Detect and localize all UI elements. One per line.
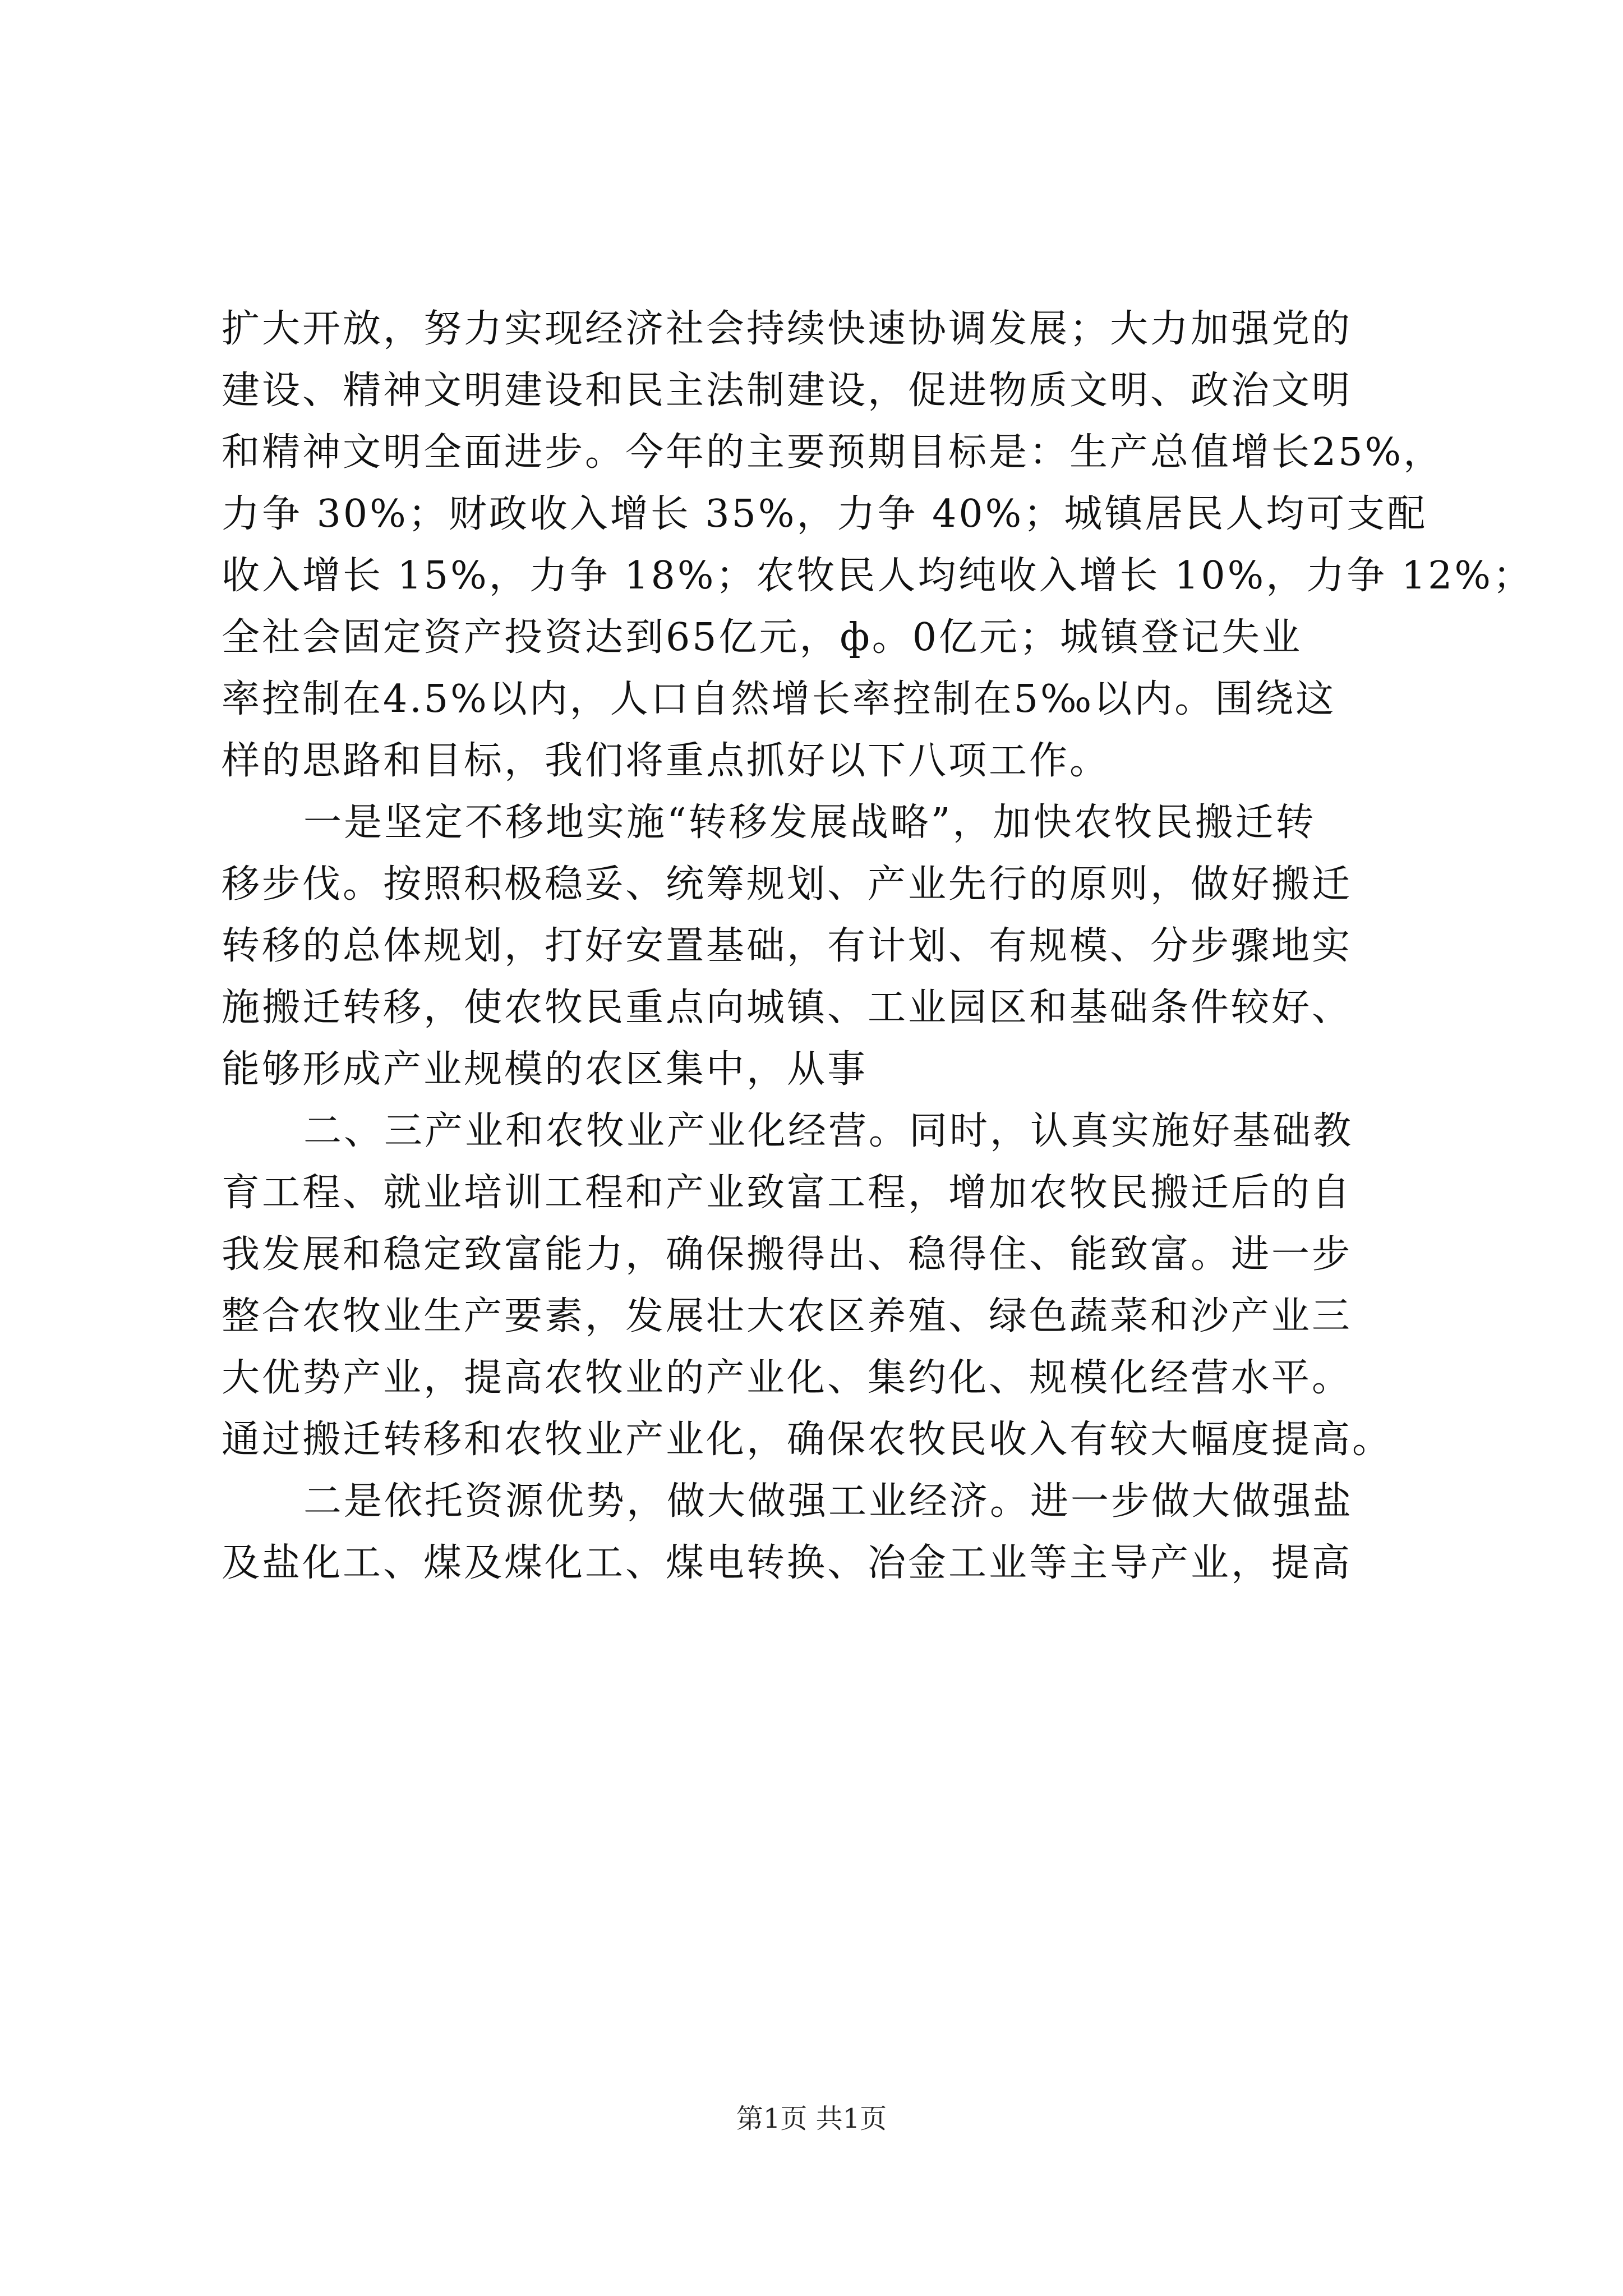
- text-line: 能够形成产业规模的农区集中，从事: [222, 1047, 868, 1092]
- paragraph-first-line: 二是依托资源优势，做大做强工业经济。进一步做大做强盐: [303, 1479, 1354, 1524]
- document-body: [222, 298, 1534, 1594]
- text-line: 扩大开放，努力实现经济社会持续快速协调发展；大力加强党的: [222, 307, 1353, 351]
- paragraph-first-line: 一是坚定不移地实施“转移发展战略”，加快农牧民搬迁转: [303, 800, 1316, 845]
- paragraph-first-line: 二、三产业和农牧业产业化经营。同时，认真实施好基础教: [303, 1109, 1354, 1153]
- text-line: 我发展和稳定致富能力，确保搬得出、稳得住、能致富。进一步: [222, 1232, 1353, 1277]
- text-line: 大优势产业，提高农牧业的产业化、集约化、规模化经营水平。: [222, 1356, 1353, 1400]
- text-line: 全社会固定资产投资达到65亿元，ф。0亿元；城镇登记失业: [222, 615, 1303, 660]
- text-line: 育工程、就业培训工程和产业致富工程，增加农牧民搬迁后的自: [222, 1171, 1353, 1215]
- text-line: 样的思路和目标，我们将重点抓好以下八项工作。: [222, 739, 1110, 783]
- text-line: 收入增长 15%，力争 18%；农牧民人均纯收入增长 10%，力争 12%；: [222, 554, 1534, 598]
- text-line: 和精神文明全面进步。今年的主要预期目标是：生产总值增长25%，: [222, 430, 1444, 475]
- text-line: 及盐化工、煤及煤化工、煤电转换、冶金工业等主导产业，提高: [222, 1541, 1353, 1585]
- text-line: 移步伐。按照积极稳妥、统筹规划、产业先行的原则，做好搬迁: [222, 862, 1353, 907]
- text-line: 建设、精神文明建设和民主法制建设，促进物质文明、政治文明: [222, 369, 1353, 413]
- text-line: 率控制在4.5%以内，人口自然增长率控制在5‰以内。围绕这: [222, 677, 1336, 721]
- text-line: 通过搬迁转移和农牧业产业化，确保农牧民收入有较大幅度提高。: [222, 1418, 1393, 1462]
- text-line: 整合农牧业生产要素，发展壮大农区养殖、绿色蔬菜和沙产业三: [222, 1294, 1353, 1338]
- text-line: 转移的总体规划，打好安置基础，有计划、有规模、分步骤地实: [222, 924, 1353, 968]
- text-line: 力争 30%；财政收入增长 35%，力争 40%；城镇居民人均可支配: [222, 492, 1428, 536]
- text-line: 施搬迁转移，使农牧民重点向城镇、工业园区和基础条件较好、: [222, 986, 1353, 1030]
- page-footer: 第1页 共1页: [736, 2103, 887, 2134]
